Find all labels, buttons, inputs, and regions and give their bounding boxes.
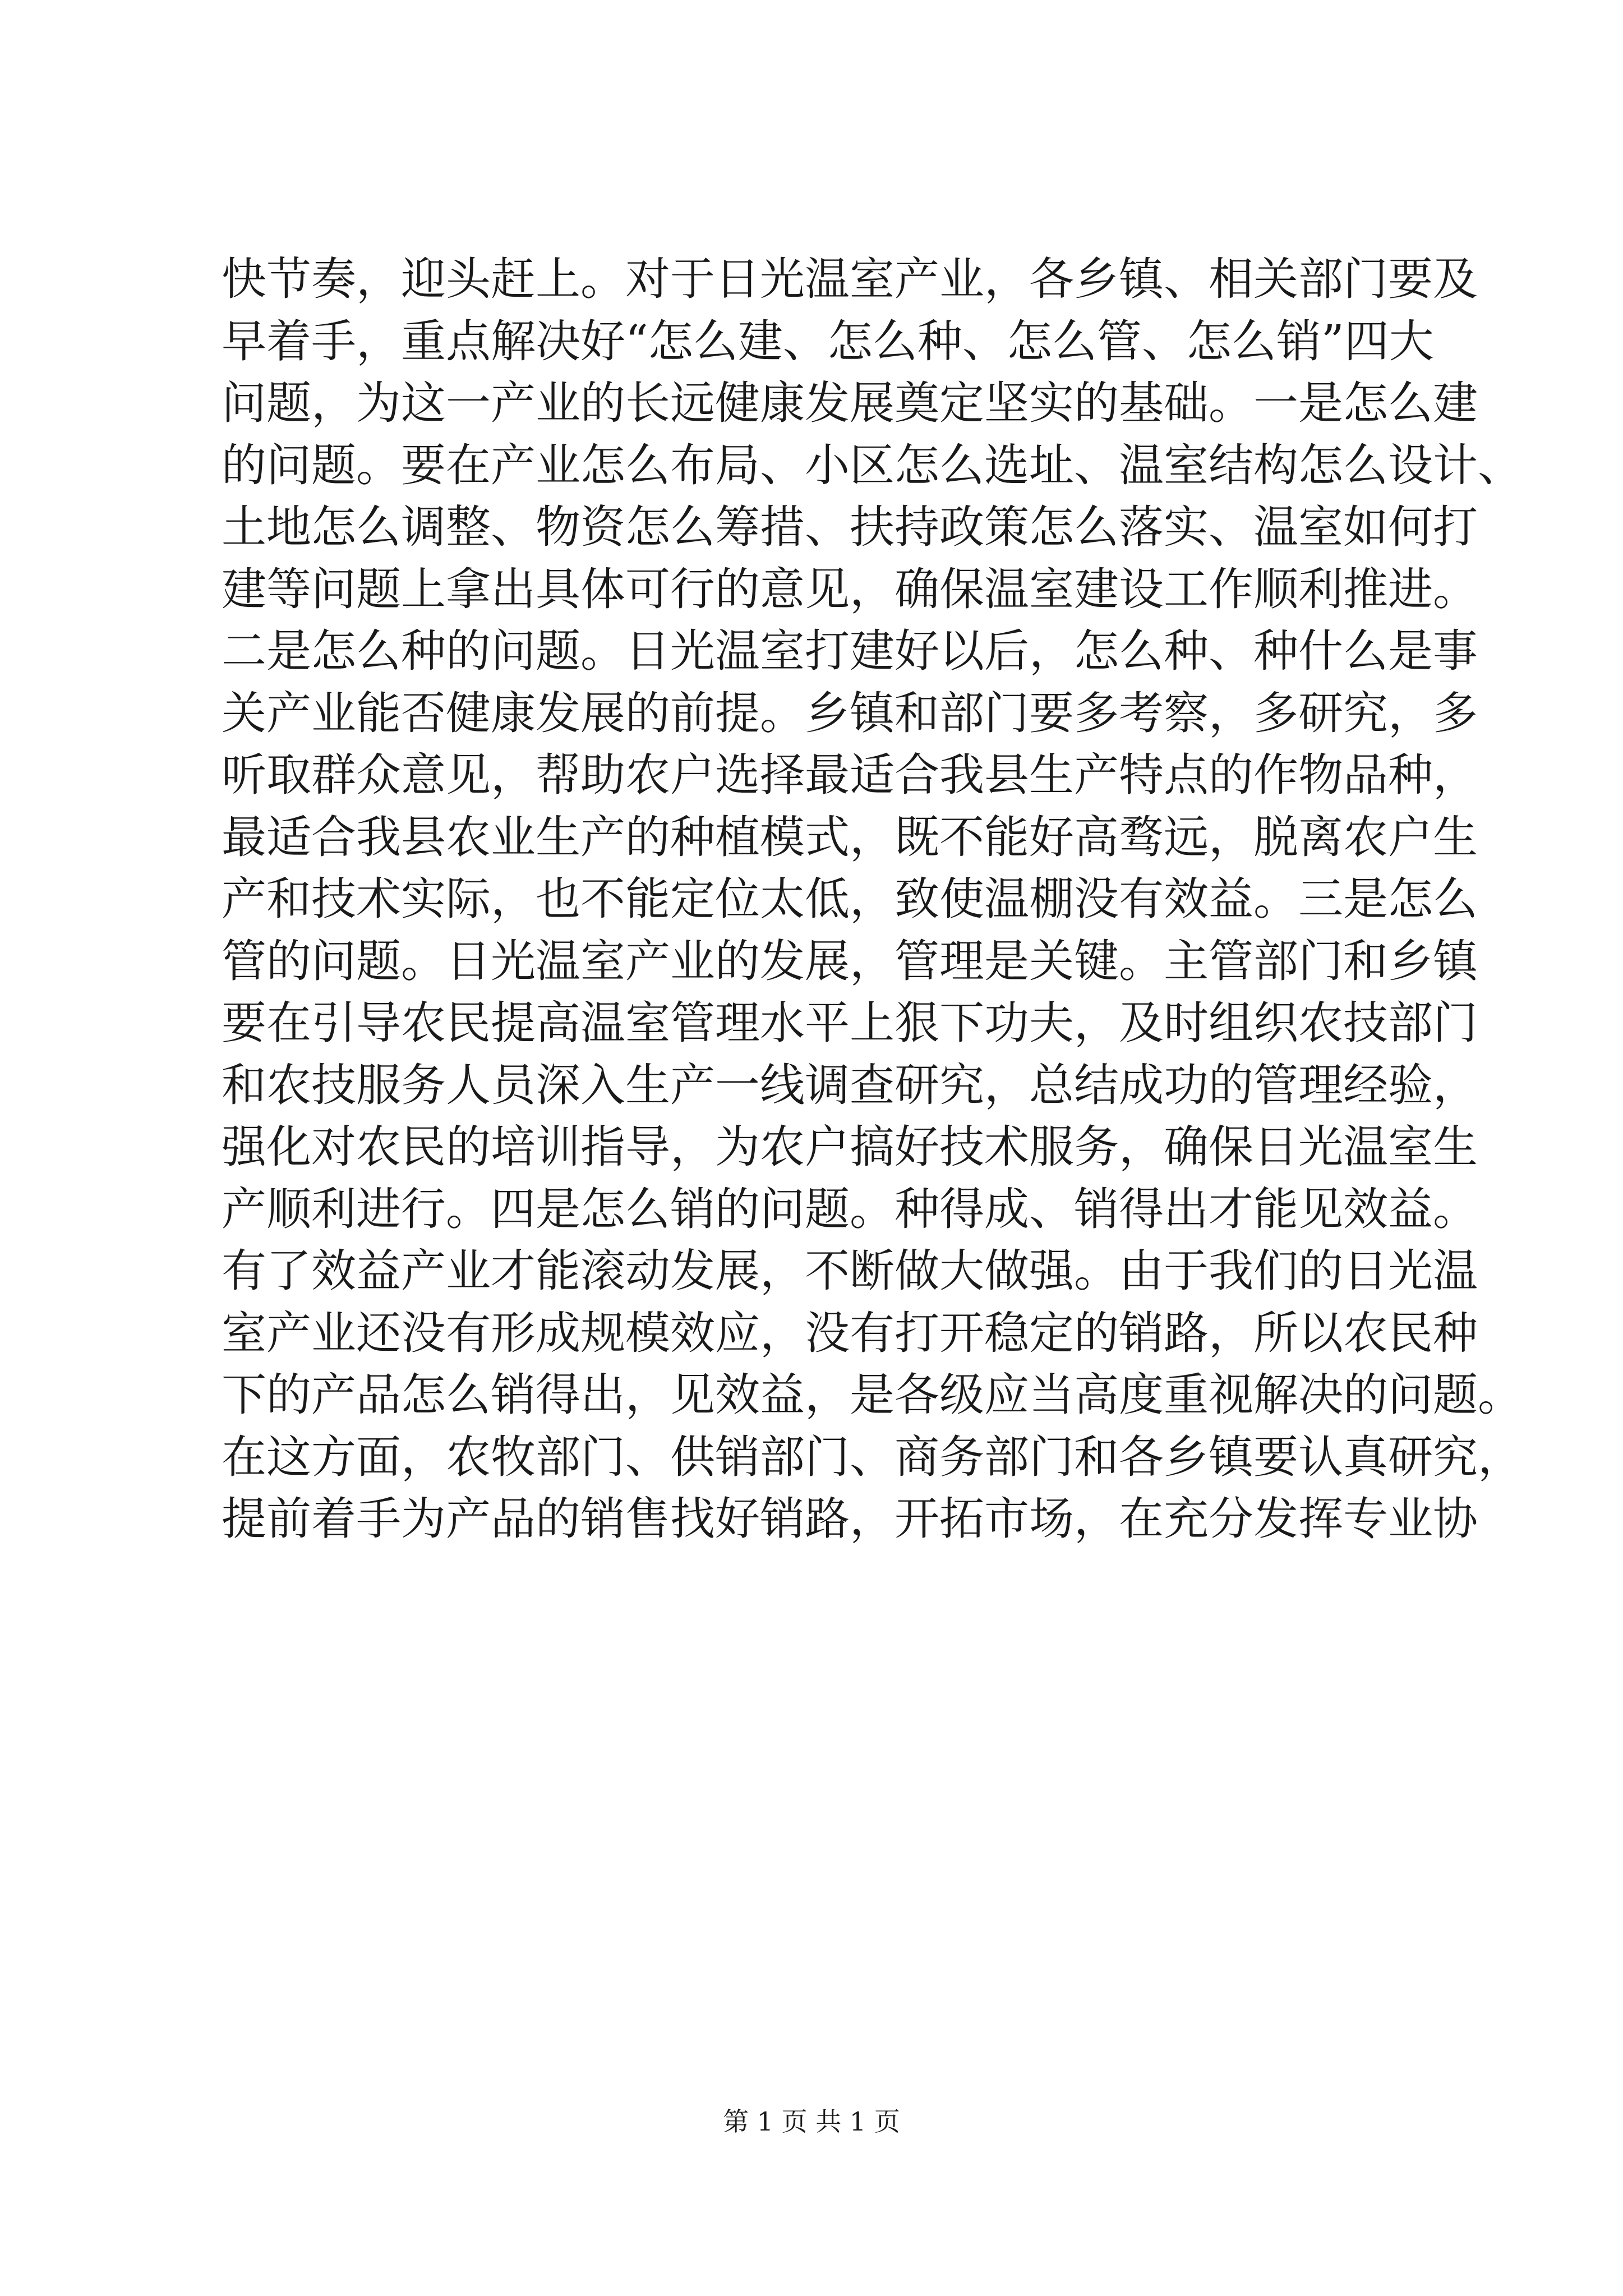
text-line: 听取群众意见，帮助农户选择最适合我县生产特点的作物品种， — [222, 749, 1478, 801]
text-line: 要在引导农民提高温室管理水平上狠下功夫，及时组织农技部门 — [222, 997, 1478, 1049]
page-footer — [0, 2105, 1623, 2138]
text-line: 问题，为这一产业的长远健康发展奠定坚实的基础。一是怎么建 — [222, 377, 1478, 429]
body-paragraph — [222, 249, 1523, 1550]
text-line: 早着手，重点解决好“怎么建、怎么种、怎么管、怎么销”四大 — [222, 315, 1434, 367]
text-line: 下的产品怎么销得出，见效益，是各级应当高度重视解决的问题。 — [222, 1369, 1523, 1421]
text-line: 强化对农民的培训指导，为农户搞好技术服务，确保日光温室生 — [222, 1121, 1478, 1173]
text-line: 和农技服务人员深入生产一线调查研究，总结成功的管理经验， — [222, 1059, 1478, 1111]
text-line: 二是怎么种的问题。日光温室打建好以后，怎么种、种什么是事 — [222, 625, 1478, 677]
text-line: 快节奏，迎头赶上。对于日光温室产业，各乡镇、相关部门要及 — [222, 253, 1478, 305]
text-line: 提前着手为产品的销售找好销路，开拓市场，在充分发挥专业协 — [222, 1493, 1478, 1545]
page-number: 第 1 页 共 1 页 — [723, 2106, 900, 2137]
text-line: 有了效益产业才能滚动发展，不断做大做强。由于我们的日光温 — [222, 1245, 1478, 1297]
text-line: 室产业还没有形成规模效应，没有打开稳定的销路，所以农民种 — [222, 1306, 1478, 1359]
text-line: 产和技术实际，也不能定位太低，致使温棚没有效益。三是怎么 — [222, 873, 1478, 925]
text-line: 建等问题上拿出具体可行的意见，确保温室建设工作顺利推进。 — [222, 563, 1478, 615]
text-line: 产顺利进行。四是怎么销的问题。种得成、销得出才能见效益。 — [222, 1182, 1478, 1235]
text-line: 在这方面，农牧部门、供销部门、商务部门和各乡镇要认真研究， — [222, 1430, 1523, 1483]
text-line: 管的问题。日光温室产业的发展，管理是关键。主管部门和乡镇 — [222, 935, 1478, 987]
text-line: 关产业能否健康发展的前提。乡镇和部门要多考察，多研究，多 — [222, 687, 1478, 739]
text-line: 土地怎么调整、物资怎么筹措、扶持政策怎么落实、温室如何打 — [222, 501, 1478, 553]
text-line: 最适合我县农业生产的种植模式，既不能好高骛远，脱离农户生 — [222, 811, 1478, 863]
text-line: 的问题。要在产业怎么布局、小区怎么选址、温室结构怎么设计、 — [222, 439, 1523, 491]
